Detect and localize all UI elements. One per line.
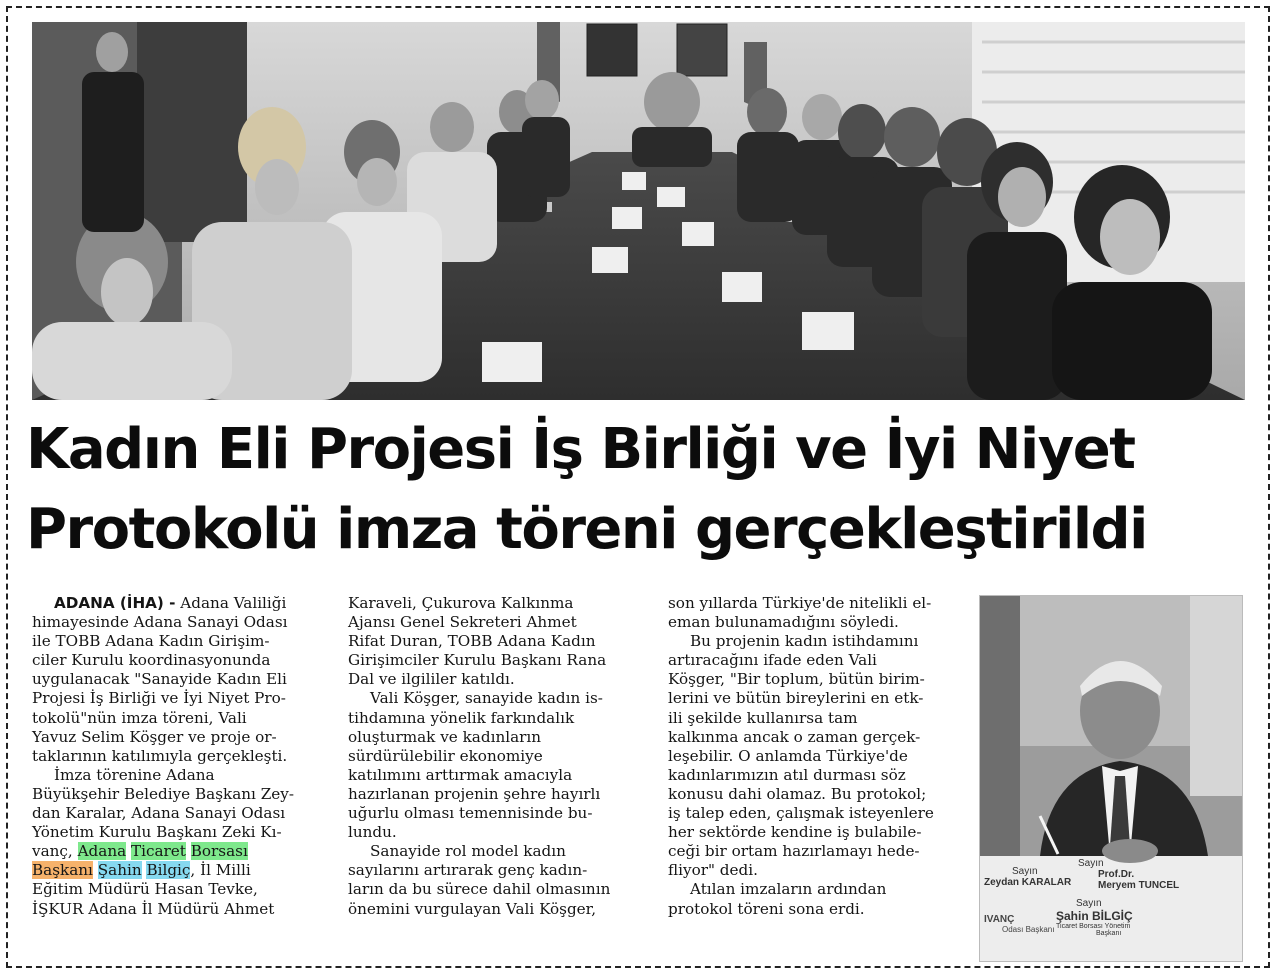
text-line: ceği bir ortam hazırlamayı hede- [668,842,920,861]
text-line: taklarının katılımıyla gerçekleşti. [32,746,288,765]
name-card-low-left [984,914,1064,934]
text-line: Sanayide rol model kadın [370,842,566,861]
paragraph [668,880,964,918]
highlight-green: Ticaret [131,842,186,861]
text-line: oluşturmak ve kadınların [348,727,542,746]
paragraph [348,594,648,689]
card-name: Şahin BİLGİÇ [1056,909,1133,923]
article-column-1 [32,594,332,919]
text-line: ile TOBB Adana Kadın Girişim- [32,632,270,651]
text-line: Ajansı Genel Sekreteri Ahmet [348,613,577,632]
text-line: ların da bu sürece dahil olmasının [348,880,611,899]
text-line: Adana Valiliği [180,594,287,612]
text-line: hazırlanan projenin şehre hayırlı [348,784,601,803]
text-line: tihdamına yönelik farkındalık [348,708,575,727]
text-line: Rifat Duran, TOBB Adana Kadın [348,632,596,651]
text-line: uğurlu olması temennisinde bu- [348,804,593,823]
text-line: Yavuz Selim Köşger ve proje or- [32,727,277,746]
main-meeting-photo [32,22,1245,400]
text-line: konusu dahi olamaz. Bu protokol; [668,784,927,803]
paragraph [668,632,964,880]
highlight-green: Adana [77,842,127,861]
dateline: ADANA (İHA) - [54,594,176,612]
text-line: protokol töreni sona erdi. [668,899,865,918]
text-line: Vali Köşger, sanayide kadın is- [370,689,603,708]
text-line: her sektörde kendine iş bulabile- [668,823,922,842]
text-line: Dal ve ilgililer katıldı. [348,670,515,689]
text-line: , İl Milli [190,861,251,880]
headline-line-1: Kadın Eli Projesi İş Birliği ve İyi Niyet [26,417,1135,482]
name-card-left [984,866,1074,888]
text-line: lerini ve bütün bireylerini en etk- [668,689,924,708]
paragraph [32,766,332,919]
text-line: uygulanacak "Sanayide Kadın Eli [32,670,287,689]
card-sayin: Sayın [1078,858,1104,869]
text-line: vanç, [32,842,78,861]
text-line: Girişimciler Kurulu Başkanı Rana [348,651,607,670]
card-role: Başkanı [1096,930,1122,937]
highlight-blue: Bilgiç [146,861,191,880]
text-line: ili şekilde kullanırsa tam [668,708,858,727]
text-line: kalkınma ancak o zaman gerçek- [668,727,921,746]
text-line: Köşger, "Bir toplum, bütün birim- [668,670,925,689]
text-line: ciler Kurulu koordinasyonunda [32,651,271,670]
highlight-orange: Başkanı [32,861,93,880]
text-line: fliyor" dedi. [668,861,758,880]
text-line: Projesi İş Birliği ve İyi Niyet Pro- [32,689,286,708]
card-role: Ticaret Borsası Yönetim [1056,923,1131,930]
card-name: IVANÇ [984,914,1015,925]
card-title: Prof.Dr. [1098,869,1135,880]
text-line: katılımını arttırmak amacıyla [348,765,573,784]
text-line: İŞKUR Adana İl Müdürü Ahmet [32,899,275,918]
text-line: İmza törenine Adana [54,765,215,784]
highlight-green: Borsası [190,842,248,861]
text-line: önemini vurgulayan Vali Köşger, [348,899,597,918]
inset-signing-photo [980,596,1242,961]
paragraph [348,842,648,918]
card-sayin: Sayın [1012,866,1038,877]
article-column-3 [668,594,964,919]
card-sayin: Sayın [1076,898,1102,909]
text-line: eman bulunamadığını söyledi. [668,613,899,632]
text-line: sürdürülebilir ekonomiye [348,746,543,765]
text-line: son yıllarda Türkiye'de nitelikli el- [668,594,932,612]
name-card-middle [1078,858,1242,891]
text-line: Atılan imzaların ardından [690,880,887,899]
text-line: kadınlarımızın atıl durması söz [668,765,906,784]
name-card-sahin-bilgic [1056,898,1206,937]
headline-line-2: Protokolü imza töreni gerçekleştirildi [26,497,1147,562]
card-name: Zeydan KARALAR [984,877,1072,888]
article-column-2 [348,594,648,919]
text-line: himayesinde Adana Sanayi Odası [32,613,288,632]
text-line: leşebilir. O anlamda Türkiye'de [668,746,908,765]
text-line: dan Karalar, Adana Sanayi Odası [32,804,286,823]
text-line: iş talep eden, çalışmak isteyenlere [668,804,934,823]
paragraph [32,594,332,766]
text-line: Bu projenin kadın istihdamını [690,632,919,651]
card-name: Meryem TUNCEL [1098,880,1180,891]
paragraph [348,689,648,842]
text-line: Yönetim Kurulu Başkanı Zeki Kı- [32,823,282,842]
paragraph [668,594,964,632]
text-line: Karaveli, Çukurova Kalkınma [348,594,574,612]
text-line: artıracağını ifade eden Vali [668,651,877,670]
highlight-blue: Şahin [97,861,142,880]
article-headline [26,410,1256,570]
text-line: Büyükşehir Belediye Başkanı Zey- [32,784,294,803]
card-role: Odası Başkanı [1002,925,1055,934]
text-line: sayılarını artırarak genç kadın- [348,861,588,880]
text-line: tokolü"nün imza töreni, Vali [32,708,247,727]
text-line: lundu. [348,823,397,842]
text-line: Eğitim Müdürü Hasan Tevke, [32,880,258,899]
